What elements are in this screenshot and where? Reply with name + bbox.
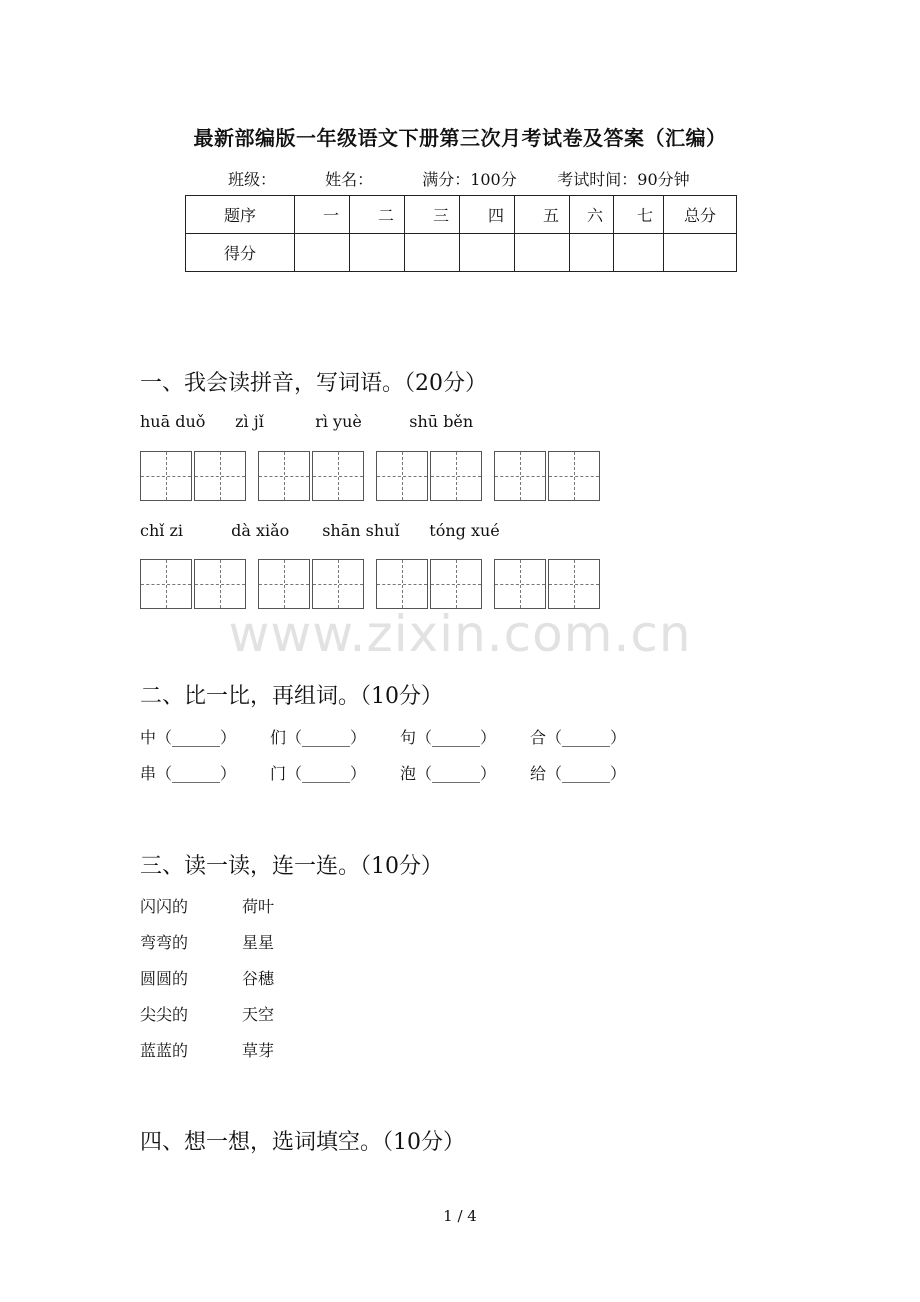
col-3: 三	[405, 196, 460, 234]
exam-info	[228, 167, 690, 190]
tian-cell[interactable]	[494, 451, 546, 501]
tian-cell[interactable]	[548, 559, 600, 609]
row-label-order: 题序	[186, 196, 295, 234]
col-1: 一	[295, 196, 350, 234]
tian-cell[interactable]	[194, 559, 246, 609]
word-grid	[494, 559, 602, 609]
compare-row-1	[140, 725, 660, 748]
full-score: 满分：100分	[422, 170, 517, 189]
pinyin-item: chǐ zi	[140, 521, 184, 540]
section3-heading: 三、读一读，连一连。（10分）	[140, 854, 443, 879]
pinyin-item: dà xiǎo	[231, 521, 290, 540]
tian-cell[interactable]	[312, 451, 364, 501]
pinyin-row-1	[140, 412, 473, 431]
pinyin-item: shū běn	[409, 412, 474, 431]
watermark: www.zixin.com.cn	[228, 605, 692, 663]
score-cell	[570, 234, 614, 272]
col-2: 二	[350, 196, 405, 234]
score-cell	[664, 234, 737, 272]
match-row	[140, 966, 274, 989]
tian-cell[interactable]	[548, 451, 600, 501]
match-left[interactable]: 闪闪的	[140, 897, 189, 916]
pinyin-item: huā duǒ	[140, 412, 206, 431]
match-right[interactable]: 谷穗	[242, 969, 275, 988]
compare-row-2	[140, 761, 660, 784]
pinyin-item: zì jǐ	[235, 412, 264, 431]
tian-cell[interactable]	[376, 451, 428, 501]
tian-cell[interactable]	[376, 559, 428, 609]
word-grid	[376, 451, 484, 501]
word-grid	[494, 451, 602, 501]
word-grid	[258, 559, 366, 609]
score-table	[185, 195, 737, 272]
row-label-score: 得分	[186, 234, 295, 272]
tian-cell[interactable]	[258, 559, 310, 609]
score-table-score-row	[186, 234, 737, 272]
pinyin-item: rì yuè	[315, 412, 362, 431]
word-grid	[140, 559, 248, 609]
score-cell	[295, 234, 350, 272]
tian-cell[interactable]	[494, 559, 546, 609]
pinyin-item: tóng xué	[429, 521, 500, 540]
tian-cell[interactable]	[430, 451, 482, 501]
score-cell	[515, 234, 570, 272]
writing-grid-row-2	[140, 559, 612, 609]
score-cell	[405, 234, 460, 272]
compare-item[interactable]: 们（______）	[270, 728, 367, 747]
tian-cell[interactable]	[258, 451, 310, 501]
score-cell	[460, 234, 515, 272]
word-grid	[376, 559, 484, 609]
name-label: 姓名：	[325, 170, 374, 189]
score-cell	[350, 234, 405, 272]
match-right[interactable]: 荷叶	[242, 897, 275, 916]
word-grid	[140, 451, 248, 501]
match-left[interactable]: 尖尖的	[140, 1005, 189, 1024]
match-left[interactable]: 蓝蓝的	[140, 1041, 189, 1060]
match-row	[140, 1002, 274, 1025]
col-4: 四	[460, 196, 515, 234]
match-right[interactable]: 草芽	[242, 1041, 275, 1060]
pinyin-item: shān shuǐ	[322, 521, 400, 540]
tian-cell[interactable]	[430, 559, 482, 609]
tian-cell[interactable]	[140, 559, 192, 609]
writing-grid-row-1	[140, 451, 612, 501]
tian-cell[interactable]	[194, 451, 246, 501]
match-row	[140, 894, 274, 917]
pinyin-row-2	[140, 521, 500, 540]
score-cell	[614, 234, 664, 272]
match-left[interactable]: 圆圆的	[140, 969, 189, 988]
page-number: 1 / 4	[443, 1207, 477, 1225]
tian-cell[interactable]	[312, 559, 364, 609]
tian-cell[interactable]	[140, 451, 192, 501]
section1-heading: 一、我会读拼音，写词语。（20分）	[140, 371, 487, 396]
section4-heading: 四、想一想，选词填空。（10分）	[140, 1130, 465, 1155]
score-table-header-row	[186, 196, 737, 234]
compare-item[interactable]: 句（______）	[400, 728, 497, 747]
match-right[interactable]: 天空	[242, 1005, 275, 1024]
section2-heading: 二、比一比，再组词。（10分）	[140, 684, 443, 709]
class-label: 班级：	[228, 170, 277, 189]
word-grid	[258, 451, 366, 501]
compare-item[interactable]: 泡（______）	[400, 764, 497, 783]
page-title: 最新部编版一年级语文下册第三次月考试卷及答案（汇编）	[193, 126, 727, 150]
compare-item[interactable]: 给（______）	[530, 764, 627, 783]
compare-item[interactable]: 合（______）	[530, 728, 627, 747]
compare-item[interactable]: 串（______）	[140, 764, 237, 783]
col-7: 七	[614, 196, 664, 234]
compare-item[interactable]: 中（______）	[140, 728, 237, 747]
col-5: 五	[515, 196, 570, 234]
col-total: 总分	[664, 196, 737, 234]
match-right[interactable]: 星星	[242, 933, 275, 952]
match-row	[140, 1038, 274, 1061]
match-left[interactable]: 弯弯的	[140, 933, 189, 952]
match-row	[140, 930, 274, 953]
compare-item[interactable]: 门（______）	[270, 764, 367, 783]
exam-time: 考试时间：90分钟	[557, 170, 690, 189]
col-6: 六	[570, 196, 614, 234]
